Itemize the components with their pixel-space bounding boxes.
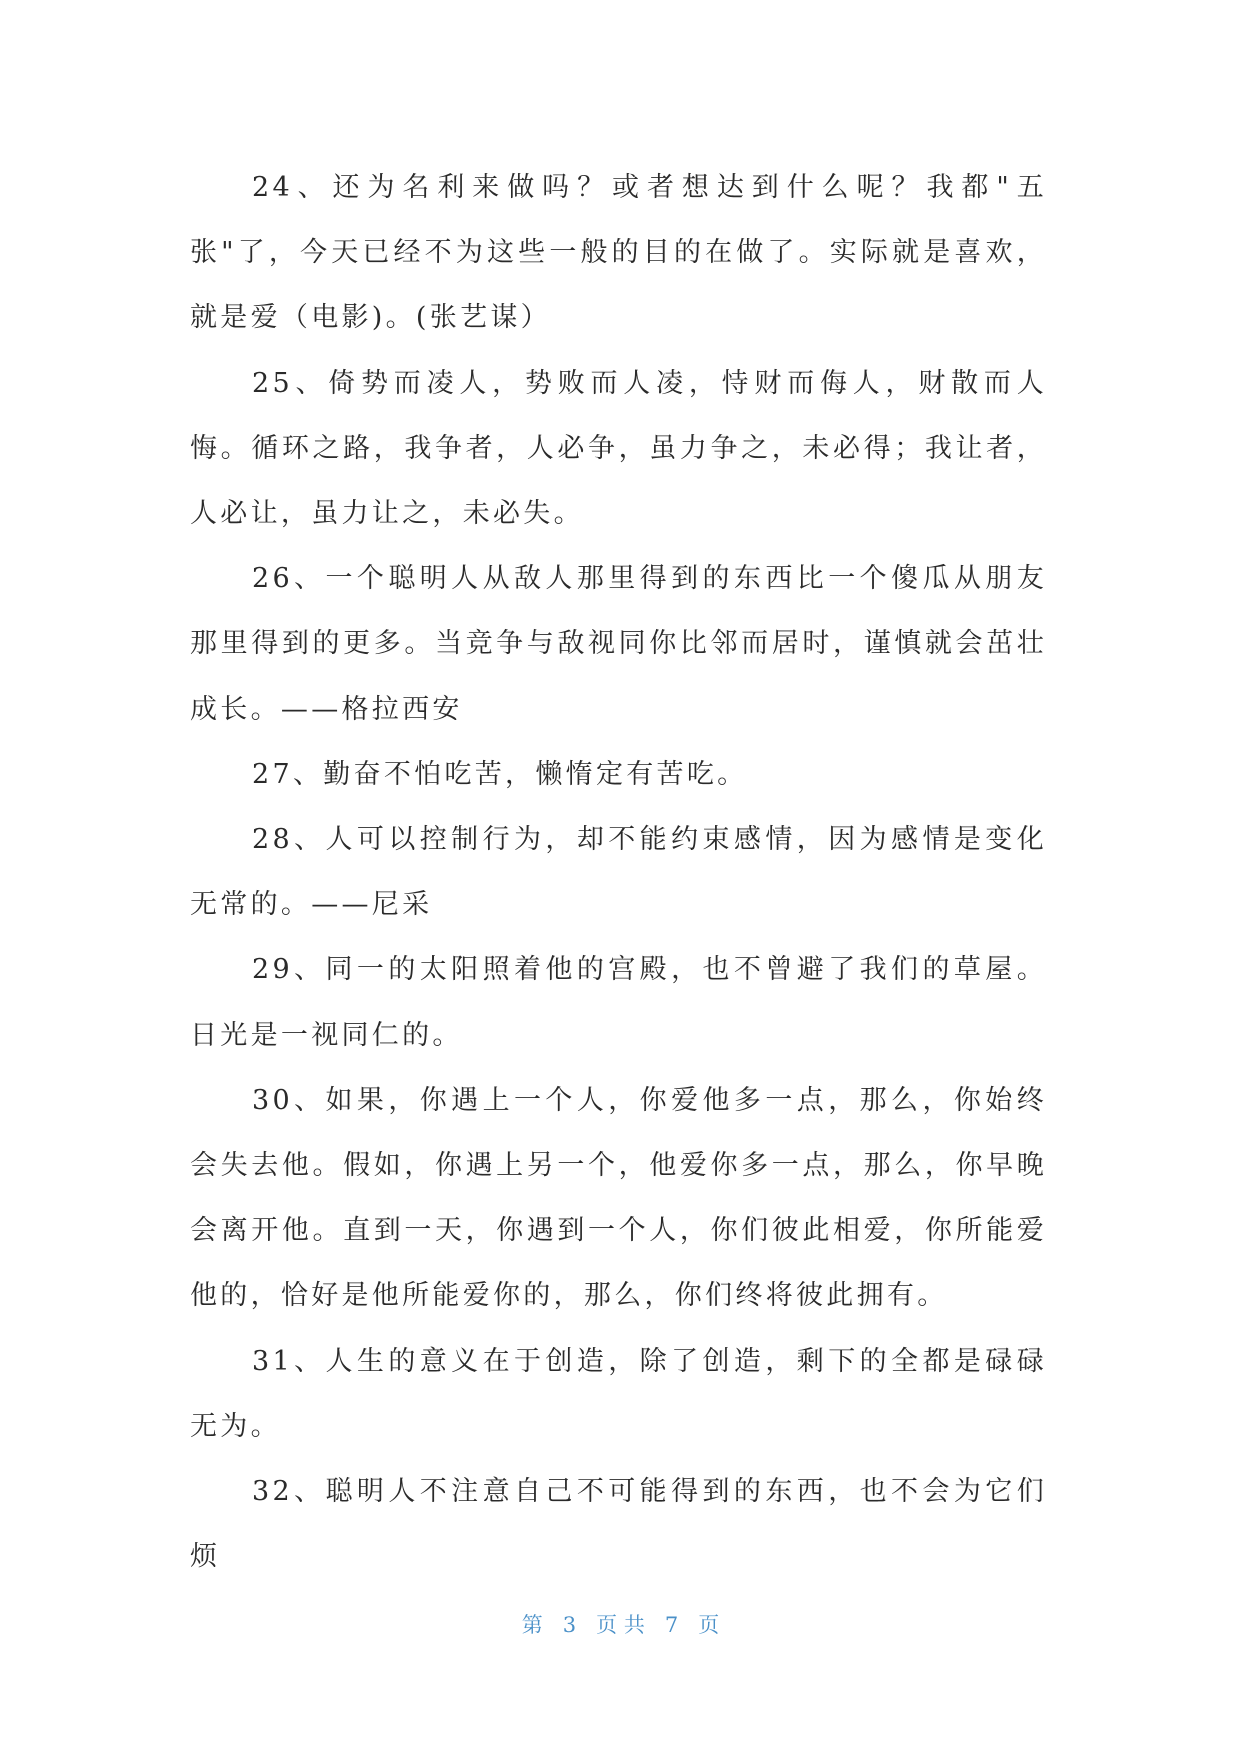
quote-paragraph-24: 24、还为名利来做吗？或者想达到什么呢？我都"五张"了，今天已经不为这些一般的目的在做了。实际就是喜欢，就是爱（电影)。(张艺谋） (190, 172, 1047, 334)
quote-paragraph-28: 28、人可以控制行为，却不能约束感情，因为感情是变化无常的。——尼采 (190, 824, 1047, 921)
total-pages-number: 7 (664, 1613, 679, 1637)
document-body (190, 155, 1047, 1589)
quote-paragraph-32: 32、聪明人不注意自己不可能得到的东西，也不会为它们烦 (190, 1476, 1047, 1573)
quote-paragraph-30: 30、如果，你遇上一个人，你爱他多一点，那么，你始终会失去他。假如，你遇上另一个，他爱你多一点，那么，你早晚会离开他。直到一天，你遇到一个人，你们彼此相爱，你所能爱他的，恰好是他所能爱你的，那么，你们终将彼此拥有。 (190, 1084, 1047, 1312)
quote-paragraph-27: 27、勤奋不怕吃苦，懒惰定有苦吃。 (252, 758, 748, 790)
current-page-number: 3 (562, 1613, 577, 1637)
quote-paragraph-31: 31、人生的意义在于创造，除了创造，剩下的全都是碌碌无为。 (190, 1345, 1047, 1442)
quote-paragraph-29: 29、同一的太阳照着他的宫殿，也不曾避了我们的草屋。日光是一视同仁的。 (190, 954, 1047, 1051)
footer-middle: 页 共 (596, 1613, 645, 1637)
quote-paragraph-26: 26、一个聪明人从敌人那里得到的东西比一个傻瓜从朋友那里得到的更多。当竞争与敌视同你比邻而居时，谨慎就会茁壮成长。——格拉西安 (190, 563, 1047, 725)
footer-prefix: 第 (521, 1613, 543, 1637)
page-footer (0, 1610, 1241, 1640)
quote-paragraph-25: 25、倚势而凌人，势败而人凌，恃财而侮人，财散而人悔。循环之路，我争者，人必争，虽力争之，未必得；我让者，人必让，虽力让之，未必失。 (190, 367, 1047, 530)
footer-suffix: 页 (698, 1613, 720, 1637)
